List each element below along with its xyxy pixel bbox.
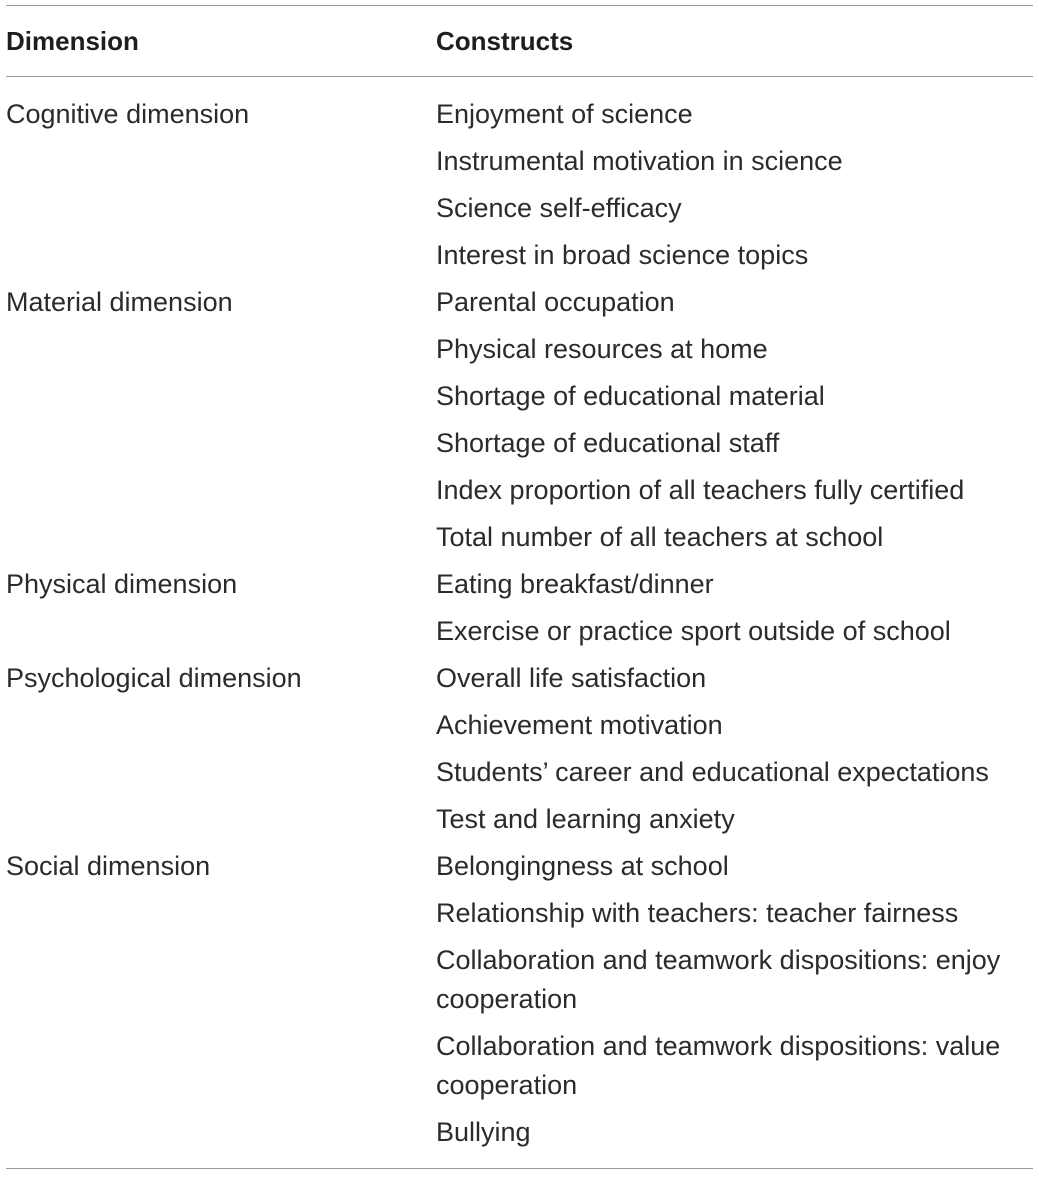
dimension-group: [6, 655, 1033, 843]
construct-item: Achievement motivation: [436, 710, 723, 740]
construct-item: Collaboration and teamwork dispositions: enjoy cooperation: [436, 945, 1001, 1014]
construct-item: Overall life satisfaction: [436, 663, 707, 693]
construct-item: Shortage of educational staff: [436, 428, 780, 458]
construct-item: Students’ career and educational expectations: [436, 757, 989, 787]
construct-item: Interest in broad science topics: [436, 240, 809, 270]
construct-item: Index proportion of all teachers fully certified: [436, 475, 965, 505]
header-constructs: Constructs: [436, 25, 574, 56]
construct-item: Belongingness at school: [436, 851, 729, 881]
dimension-cell: Cognitive dimension: [6, 99, 250, 129]
construct-item: Science self-efficacy: [436, 193, 682, 223]
bottom-rule: [6, 1168, 1033, 1169]
construct-item: Parental occupation: [436, 287, 675, 317]
dimension-cell: Material dimension: [6, 287, 233, 317]
constructs-cell: [436, 561, 1033, 655]
construct-item: Relationship with teachers: teacher fairness: [436, 898, 959, 928]
construct-item: Total number of all teachers at school: [436, 522, 884, 552]
construct-item: Eating breakfast/dinner: [436, 569, 714, 599]
construct-item: Enjoyment of science: [436, 99, 693, 129]
dimension-group: [6, 561, 1033, 655]
construct-item: Instrumental motivation in science: [436, 146, 843, 176]
dimension-group: [6, 279, 1033, 561]
dimension-cell: Psychological dimension: [6, 663, 302, 693]
construct-item: Test and learning anxiety: [436, 804, 735, 834]
dimensions-table: [6, 5, 1033, 1169]
table-body: [6, 77, 1033, 1168]
dimension-group: [6, 843, 1033, 1156]
dimension-cell: Physical dimension: [6, 569, 238, 599]
construct-item: Shortage of educational material: [436, 381, 825, 411]
construct-item: Physical resources at home: [436, 334, 768, 364]
table-header: [6, 6, 1033, 76]
construct-item: Bullying: [436, 1117, 531, 1147]
constructs-cell: [436, 843, 1033, 1156]
dimension-cell: Social dimension: [6, 851, 211, 881]
constructs-cell: [436, 91, 1033, 279]
constructs-cell: [436, 655, 1033, 843]
header-dimension: Dimension: [6, 25, 139, 56]
construct-item: Collaboration and teamwork dispositions: value cooperation: [436, 1031, 1001, 1100]
constructs-cell: [436, 279, 1033, 561]
dimension-group: [6, 91, 1033, 279]
construct-item: Exercise or practice sport outside of school: [436, 616, 951, 646]
